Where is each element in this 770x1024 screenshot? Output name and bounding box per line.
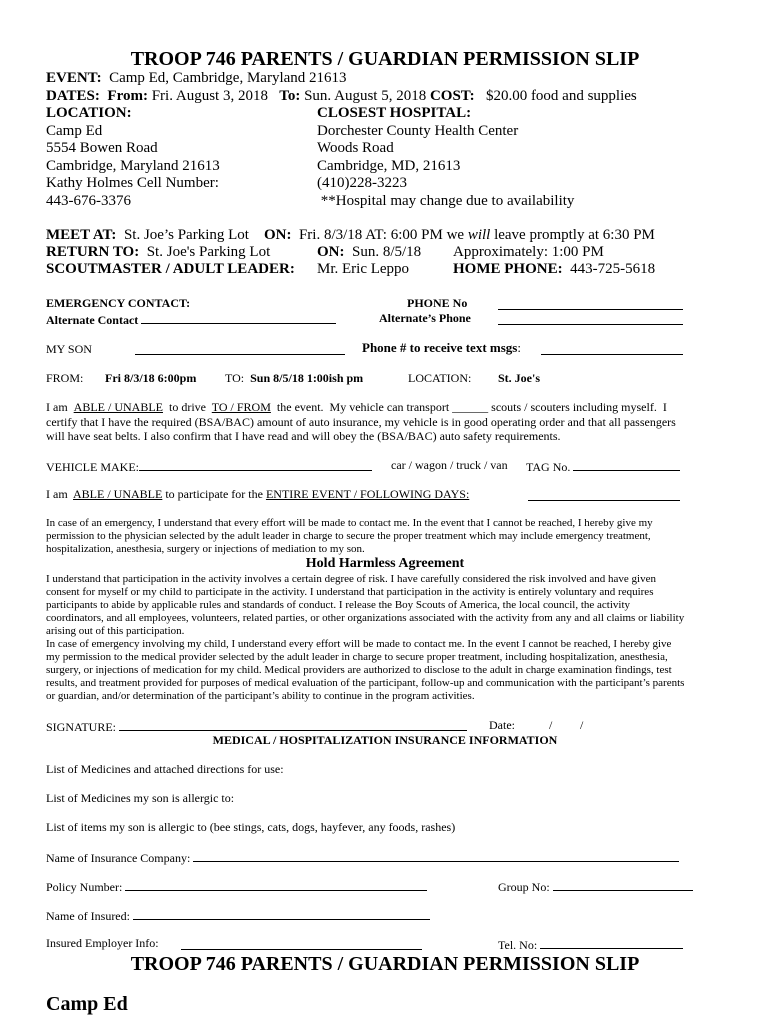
tel-row — [498, 936, 683, 953]
cost-label: COST: — [429, 88, 475, 104]
insurance-company-field[interactable] — [193, 849, 679, 862]
medical-title-text: MEDICAL / HOSPITALIZATION INSURANCE INFORMATION — [212, 733, 558, 747]
vehicle-make-row — [46, 458, 372, 475]
meet-time-will: will — [467, 227, 491, 243]
insured-field[interactable] — [133, 907, 430, 920]
tel-label: Tel. No: — [498, 938, 538, 952]
leader-label-text: SCOUTMASTER / ADULT LEADER: — [46, 261, 295, 277]
drive-to-drive: to drive — [162, 400, 212, 414]
hold-harmless-line: I understand that participation in the activity involves a certain degree of risk. I have carefully considered the risk involved and have given — [46, 573, 656, 585]
trip-to-label: TO: — [225, 371, 245, 385]
signature-field[interactable] — [119, 718, 467, 731]
dates-to-value: Sun. August 5, 2018 — [304, 88, 427, 104]
drive-i-am: I am — [46, 400, 71, 414]
event-row — [46, 70, 347, 87]
policy-row — [46, 878, 427, 895]
leader-phone-row — [453, 261, 655, 278]
location-line: 443-676-3376 — [46, 192, 131, 209]
group-label: Group No: — [498, 880, 550, 894]
drive-line-2: certify that I have the required (BSA/BAC) amount of auto insurance, my vehicle is in good operating order and that all passengers — [46, 414, 676, 429]
text-phone-field[interactable] — [541, 342, 683, 355]
employer-label: Insured Employer Info: — [46, 936, 159, 950]
hospital-label: CLOSEST HOSPITAL: — [317, 105, 472, 121]
tag-row — [526, 458, 680, 475]
participate-text: to participate for the — [162, 487, 266, 501]
event-value: Camp Ed, Cambridge, Maryland 21613 — [109, 70, 347, 86]
date-slash: / — [549, 718, 553, 732]
meet-time-b: leave promptly at 6:30 PM — [490, 227, 655, 243]
alternate-phone-field[interactable] — [498, 312, 683, 325]
hold-harmless-line: arising out of this participation. — [46, 625, 185, 637]
alternate-contact-label: Alternate Contact — [46, 313, 139, 327]
hold-harmless-line: surgery, or injections of medication for my child. Medical providers are authorized to disclose to the adult in charge examination findings, test — [46, 664, 672, 676]
son-name-field[interactable] — [135, 342, 345, 355]
location-label: LOCATION: — [46, 105, 132, 121]
hospital-line: (410)228-3223 — [317, 175, 407, 191]
consent-line: hospitalization, anesthesia, surgery or injections of mediation to my son. — [46, 543, 365, 555]
meet-place: St. Joe’s Parking Lot — [123, 227, 249, 243]
return-on-group — [317, 244, 421, 261]
trip-location-value-text: St. Joe's — [498, 371, 540, 385]
return-row — [46, 244, 270, 261]
trip-from-value — [105, 371, 196, 386]
dates-row — [46, 88, 637, 105]
text-phone-label: Phone # to receive text msgs — [362, 340, 518, 355]
return-label: RETURN TO: — [46, 244, 140, 260]
hospital-line: Cambridge, MD, 21613 — [317, 157, 461, 174]
group-row — [498, 878, 693, 895]
location-block — [46, 105, 220, 210]
return-approx: Approximately: 1:00 PM — [453, 244, 604, 260]
return-on-label: ON: — [317, 244, 345, 260]
vehicle-types: car / wagon / truck / van — [391, 458, 508, 472]
hold-harmless-line: consent for myself or my child to participate in the activity. I understand that participation in the activity is entirely voluntary and requires — [46, 586, 654, 598]
meet-on-label: ON: — [263, 227, 292, 243]
hospital-block — [317, 105, 574, 210]
alternate-contact-row — [46, 311, 336, 328]
hold-harmless-line: results, and treatment provided for purposes of medical evaluation of the participant, follow-up and communication with the participant’s parents — [46, 677, 685, 689]
insured-row — [46, 907, 430, 924]
participate-able-option[interactable]: ABLE / UNABLE — [73, 487, 163, 501]
drive-paragraph — [46, 400, 676, 444]
emergency-phone-field[interactable] — [498, 297, 683, 310]
trip-to-row — [225, 371, 363, 386]
leader-label — [46, 261, 295, 278]
drive-to-from-option[interactable]: TO / FROM — [211, 400, 271, 414]
policy-label: Policy Number: — [46, 880, 123, 894]
hold-harmless-title-text: Hold Harmless Agreement — [305, 556, 465, 571]
footer-camp-name: Camp Ed — [46, 993, 128, 1015]
leader-phone: 443-725-5618 — [570, 261, 656, 277]
hold-harmless-line: or guardian, and/or determination of the participant’s ability to continue in the program activities. — [46, 690, 475, 702]
trip-from-value-text: Fri 8/3/18 6:00pm — [105, 371, 197, 385]
vehicle-make-label: VEHICLE MAKE: — [46, 460, 139, 474]
dates-from-value: Fri. August 3, 2018 — [151, 88, 268, 104]
signature-label: SIGNATURE: — [46, 720, 117, 734]
meet-time-a: Fri. 8/3/18 AT: 6:00 PM we — [298, 227, 468, 243]
alt-phone-label — [379, 311, 471, 326]
policy-field[interactable] — [125, 878, 427, 891]
participate-days-field[interactable] — [528, 488, 680, 501]
allergic-items-label: List of items my son is allergic to (bee stings, cats, dogs, hayfever, any foods, rashes) — [46, 820, 456, 834]
vehicle-make-field[interactable] — [139, 458, 372, 471]
group-field[interactable] — [553, 878, 693, 891]
leader-name: Mr. Eric Leppo — [317, 261, 410, 277]
emergency-consent — [46, 517, 653, 556]
medical-title — [0, 733, 770, 748]
allergic-meds-label: List of Medicines my son is allergic to: — [46, 791, 235, 805]
my-son-label: MY SON — [46, 342, 92, 356]
location-line: Camp Ed — [46, 122, 103, 139]
meet-row — [46, 227, 655, 244]
emergency-contact-label-text: EMERGENCY CONTACT: — [46, 296, 191, 310]
location-line: Cambridge, Maryland 21613 — [46, 157, 220, 174]
signature-date-row — [489, 718, 515, 733]
trip-from-label: FROM: — [46, 371, 84, 385]
tel-field[interactable] — [540, 936, 683, 949]
cost-value: $20.00 food and supplies — [485, 88, 637, 104]
event-label: EVENT: — [46, 70, 102, 86]
alternate-contact-field[interactable] — [141, 311, 336, 324]
participate-i-am: I am — [46, 487, 73, 501]
insured-label: Name of Insured: — [46, 909, 130, 923]
phone-no-label — [407, 296, 467, 311]
hospital-note: **Hospital may change due to availability — [320, 192, 575, 209]
employer-field[interactable] — [181, 937, 422, 950]
dates-label: DATES: — [46, 88, 100, 104]
insurance-company-row — [46, 849, 679, 866]
tag-field[interactable] — [573, 458, 680, 471]
drive-line-3: will have seat belts. I also confirm that I have read and will obey the (BSA/BAC) auto safety requirements. — [46, 429, 561, 443]
trip-location-value — [498, 371, 540, 386]
location-line: Kathy Holmes Cell Number: — [46, 175, 219, 191]
location-line: 5554 Bowen Road — [46, 140, 158, 156]
hospital-line: Woods Road — [317, 140, 394, 156]
text-phone-colon: : — [517, 340, 521, 355]
tag-label: TAG No. — [526, 460, 571, 474]
participate-row — [46, 487, 469, 502]
return-date: Sun. 8/5/18 — [352, 244, 422, 260]
hold-harmless-line: In case of emergency involving my child, I understand every effort will be made to contact me. In the event I cannot be reached, I hereby give — [46, 638, 672, 650]
return-place: St. Joe's Parking Lot — [146, 244, 271, 260]
hospital-line: Dorchester County Health Center — [317, 122, 519, 139]
signature-date-label: Date: — [489, 718, 515, 732]
trip-to-value: Sun 8/5/18 1:00ish pm — [250, 371, 364, 385]
dates-from-label: From: — [107, 88, 148, 104]
drive-able-option[interactable]: ABLE / UNABLE — [73, 400, 163, 414]
drive-rest: the event. My vehicle can transport ______ scouts / scouters including myself. I — [270, 400, 667, 414]
hold-harmless-line: my permission to the medical provider selected by the adult leader in charge to secure proper treatment, including hospitalization, anesthesia, — [46, 651, 668, 663]
date-slash: / — [580, 718, 584, 732]
alt-phone-label-text: Alternate’s Phone — [379, 311, 471, 325]
hold-harmless-title — [0, 556, 770, 572]
leader-phone-label: HOME PHONE: — [453, 261, 563, 277]
dates-to-label: To: — [279, 88, 301, 104]
hold-harmless-text — [46, 573, 684, 703]
insurance-company-label: Name of Insurance Company: — [46, 851, 191, 865]
consent-line: permission to the physician selected by the adult leader in charge to secure the proper treatment which may include emergency treatment, — [46, 530, 651, 542]
hold-harmless-line: coordinators, and all employees, volunteers, related parties, or other organizations associated with the activity from any and all claims or liability — [46, 612, 685, 624]
meet-label: MEET AT: — [46, 227, 117, 243]
consent-line: In case of an emergency, I understand that every effort will be made to contact me. In the event that I cannot be reached, I hereby give my — [46, 517, 653, 529]
medicines-label: List of Medicines and attached directions for use: — [46, 762, 284, 776]
participate-days-option[interactable]: ENTIRE EVENT / FOLLOWING DAYS: — [265, 487, 470, 501]
page-title: TROOP 746 PARENTS / GUARDIAN PERMISSION SLIP — [130, 48, 640, 70]
phone-no-label-text: PHONE No — [407, 296, 468, 310]
text-phone-row — [362, 340, 521, 356]
hold-harmless-line: participants to abide by applicable rules and standards of conduct. I release the Boy Scouts of America, the local council, the activity — [46, 599, 631, 611]
trip-location-label: LOCATION: — [408, 371, 472, 385]
emergency-contact-label — [46, 296, 190, 311]
footer-title: TROOP 746 PARENTS / GUARDIAN PERMISSION SLIP — [130, 953, 640, 975]
